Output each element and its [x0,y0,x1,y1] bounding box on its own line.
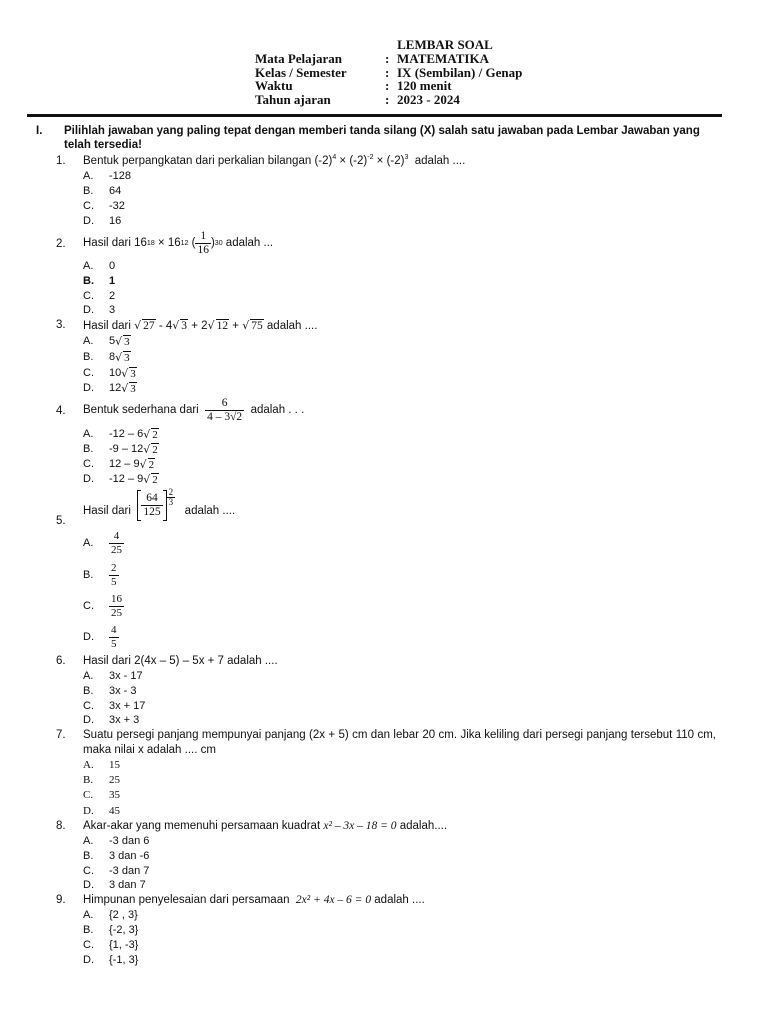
option-8b[interactable]: B. 3 dan -6 [83,850,150,862]
document-title: LEMBAR SOAL [397,37,493,52]
question-5: 5. Hasil dari $\frac{64}{125}$ $\frac{2}{3}$ adalah .... [56,490,716,521]
question-stem: Hasil dari 16 18 × 16 12 ( $\frac{1}{16}$ ) 30 adalah ... [83,230,274,256]
question-2: 2. Hasil dari 16 18 × 16 12 ( $\frac{1}{16}$ ) 30 adalah ... [56,230,716,257]
option-5b[interactable]: B. $\frac{2}{5}$ [83,562,117,588]
header-row-class: Kelas / Semester : IX (Sembilan) / Genap [255,64,523,80]
option-7a[interactable]: A. 15 [83,759,120,771]
question-stem: Akar-akar yang memenuhi persamaan kuadrat x² – 3x – 18 = 0 adalah.... [83,820,448,832]
question-7: 7. Suatu persegi panjang mempunyai panjang (2x + 5) cm dan lebar 20 cm. Jika keliling dari persegi panjang tersebut 110 cm, maka nilai x adalah .... cm [56,729,716,756]
option-2b[interactable]: B. 1 [83,275,116,287]
question-4: 4. Bentuk sederhana dari $\frac{6}{4 - 3√2}$ adalah . . . [56,397,716,424]
option-7d[interactable]: D. 45 [83,805,120,817]
question-stem: Bentuk sederhana dari $\frac{6}{4 - 3√2}$ adalah . . . [83,397,305,423]
header-divider [27,114,722,117]
option-5c[interactable]: C. $\frac{16}{25}$ [83,593,122,619]
option-2c[interactable]: C. 2 [83,290,116,302]
option-7c[interactable]: C. 35 [83,789,120,801]
option-2d[interactable]: D. 3 [83,304,116,316]
question-stem: Hasil dari √ 27 - 4√ 3 + 2√ 12 + √ 75 adalah .... [83,319,318,332]
option-1d[interactable]: D. 16 [83,215,122,227]
option-1b[interactable]: B. 64 [83,185,122,197]
section-number: I. [36,125,43,137]
document-header [255,38,675,106]
option-6d[interactable]: D. 3x + 3 [83,714,140,726]
question-1: 1. Bentuk perpangkatan dari perkalian bilangan $(-2)^4 \times (-2)^{-2} \times (-2)^3$ adalah .... [56,154,716,169]
header-row-year: Tahun ajaran : 2023 - 2024 [255,91,460,107]
option-8c[interactable]: C. -3 dan 7 [83,865,150,877]
option-7b[interactable]: B. 25 [83,774,120,786]
option-3b[interactable]: B. 8 √ 3 [83,351,130,364]
option-6c[interactable]: C. 3x + 17 [83,700,146,712]
option-5a[interactable]: A. $\frac{4}{25}$ [83,530,122,556]
option-9b[interactable]: B. {-2, 3} [83,924,139,936]
option-8a[interactable]: A. -3 dan 6 [83,835,150,847]
option-5d[interactable]: D. $\frac{4}{5}$ [83,624,117,650]
question-stem: Hasil dari 2(4x – 5) – 5x + 7 adalah .... [83,655,278,667]
question-stem: Suatu persegi panjang mempunyai panjang (2x + 5) cm dan lebar 20 cm. Jika keliling dari persegi panjang tersebut 110 cm, maka nilai x adalah .... cm [83,729,716,756]
option-3c[interactable]: C. 10 √ 3 [83,367,136,380]
option-1c[interactable]: C. -32 [83,200,125,212]
question-stem: Himpunan penyelesaian dari persamaan 2x² + 4x – 6 = 0 adalah .... [83,894,425,906]
question-8: 8. Akar-akar yang memenuhi persamaan kuadrat x² – 3x – 18 = 0 adalah.... [56,819,716,834]
bracket-expression: $\frac{64}{125}$ [137,490,166,521]
option-6a[interactable]: A. 3x - 17 [83,670,143,682]
section-instruction [36,124,726,152]
option-9d[interactable]: D. {-1, 3} [83,954,139,966]
option-1a[interactable]: A. -128 [83,170,132,182]
option-8d[interactable]: D. 3 dan 7 [83,879,146,891]
header-row-time: Waktu : 120 menit [255,78,452,93]
question-stem: Bentuk perpangkatan dari perkalian bilangan $(-2)^4 \times (-2)^{-2} \times (-2)^3$ adalah .... [83,154,466,167]
option-4a[interactable]: A. -12 – 6 √ 2 [83,428,158,441]
option-3a[interactable]: A. 5 √ 3 [83,335,130,348]
question-9: 9. Himpunan penyelesaian dari persamaan 2x² + 4x – 6 = 0 adalah .... [56,893,716,908]
option-2a[interactable]: A. 0 [83,260,116,272]
instruction-text: Pilihlah jawaban yang paling tepat dengan memberi tanda silang (X) salah satu jawaban pada Lembar Jawaban yang telah tersedia! [64,125,700,151]
question-6: 6. Hasil dari 2(4x – 5) – 5x + 7 adalah .... [56,654,716,669]
option-9a[interactable]: A. {2 , 3} [83,909,138,921]
header-row-subject: Mata Pelajaran : MATEMATIKA [255,51,489,66]
option-4d[interactable]: D. -12 – 9 √ 2 [83,473,158,486]
question-3: 3. Hasil dari √ 27 - 4√ 3 + 2√ 12 + √ 75 adalah .... [56,318,716,334]
option-3d[interactable]: D. 12 √ 3 [83,382,136,395]
option-6b[interactable]: B. 3x - 3 [83,685,137,697]
option-4b[interactable]: B. -9 – 12 √ 2 [83,443,158,456]
option-9c[interactable]: C. {1, -3} [83,939,139,951]
question-stem: Hasil dari $\frac{64}{125}$ $\frac{2}{3}$ adalah .... [83,490,716,521]
option-4c[interactable]: C. 12 – 9 √ 2 [83,458,155,471]
